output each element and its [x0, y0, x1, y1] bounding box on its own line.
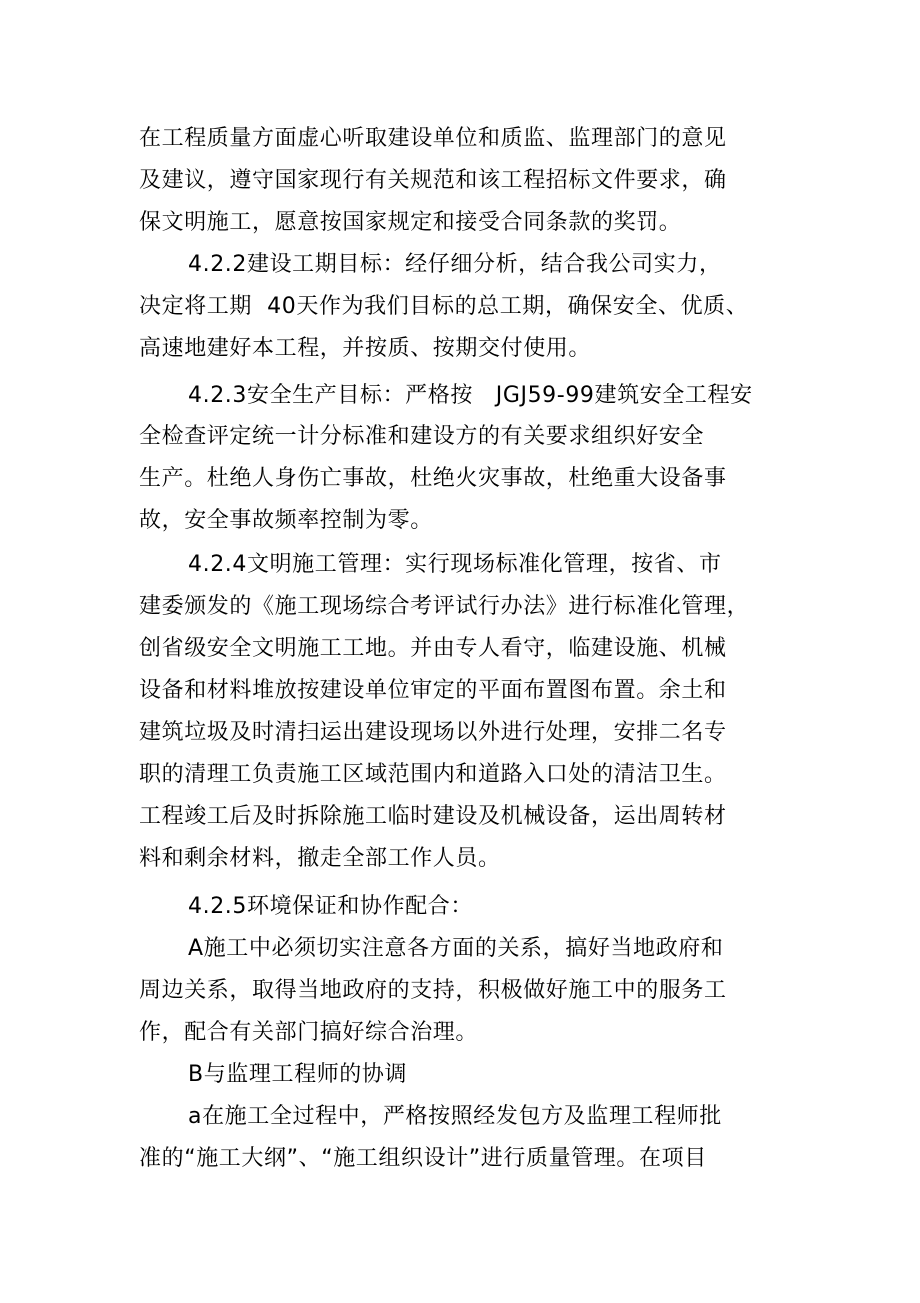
- text-line: 职的清理工负责施工区域范围内和道路入口处的清洁卫生。: [139, 762, 727, 787]
- text-line: 准的“施工大纲”、“施工组织设计”进行质量管理。在项目: [139, 1146, 707, 1171]
- text-line: 周边关系，取得当地政府的支持，积极做好施工中的服务工: [139, 978, 727, 1003]
- text-line: 工程竣工后及时拆除施工临时建设及机械设备，运出周转材: [139, 804, 727, 829]
- text-line: 建委颁发的《施工现场综合考评试行办法》进行标准化管理，: [139, 594, 750, 619]
- text-line: 保文明施工，愿意按国家规定和接受合同条款的奖罚。: [139, 210, 682, 235]
- text-line: 建筑垃圾及时清扫运出建设现场以外进行处理，安排二名专: [139, 720, 727, 745]
- item-a-line: A施工中必须切实注意各方面的关系，搞好当地政府和: [188, 936, 724, 961]
- section-4-2-5-heading: 4.2.5环境保证和协作配合：: [188, 894, 473, 919]
- text-line: 决定将工期 40天作为我们目标的总工期，确保安全、优质、: [139, 294, 749, 319]
- item-b-heading: B与监理工程师的协调: [188, 1062, 408, 1087]
- text-line: 创省级安全文明施工工地。并由专人看守，临建设施、机械: [139, 636, 727, 661]
- section-4-2-2-heading: 4.2.2建设工期目标：经仔细分析，结合我公司实力，: [188, 252, 722, 277]
- text-line: 全检查评定统一计分标准和建设方的有关要求组织好安全: [139, 424, 705, 449]
- text-line: 料和剩余材料，撤走全部工作人员。: [139, 846, 501, 871]
- text-line: 及建议，遵守国家现行有关规范和该工程招标文件要求，确: [139, 168, 727, 193]
- section-4-2-4-heading: 4.2.4文明施工管理：实行现场标准化管理，按省、市: [188, 552, 722, 577]
- text-line: 作，配合有关部门搞好综合治理。: [139, 1020, 479, 1045]
- text-line: 生产。杜绝人身伤亡事故，杜绝火灾事故，杜绝重大设备事: [139, 466, 727, 491]
- section-4-2-3-heading: 4.2.3安全生产目标：严格按 JGJ59-99建筑安全工程安: [188, 383, 753, 408]
- text-line: 故，安全事故频率控制为零。: [139, 508, 433, 533]
- text-line: 在工程质量方面虚心听取建设单位和质监、监理部门的意见: [139, 126, 727, 151]
- item-b-a-line: a在施工全过程中，严格按照经发包方及监理工程师批: [188, 1104, 722, 1129]
- text-line: 高速地建好本工程，并按质、按期交付使用。: [139, 336, 592, 361]
- text-line: 设备和材料堆放按建设单位审定的平面布置图布置。余土和: [139, 678, 727, 703]
